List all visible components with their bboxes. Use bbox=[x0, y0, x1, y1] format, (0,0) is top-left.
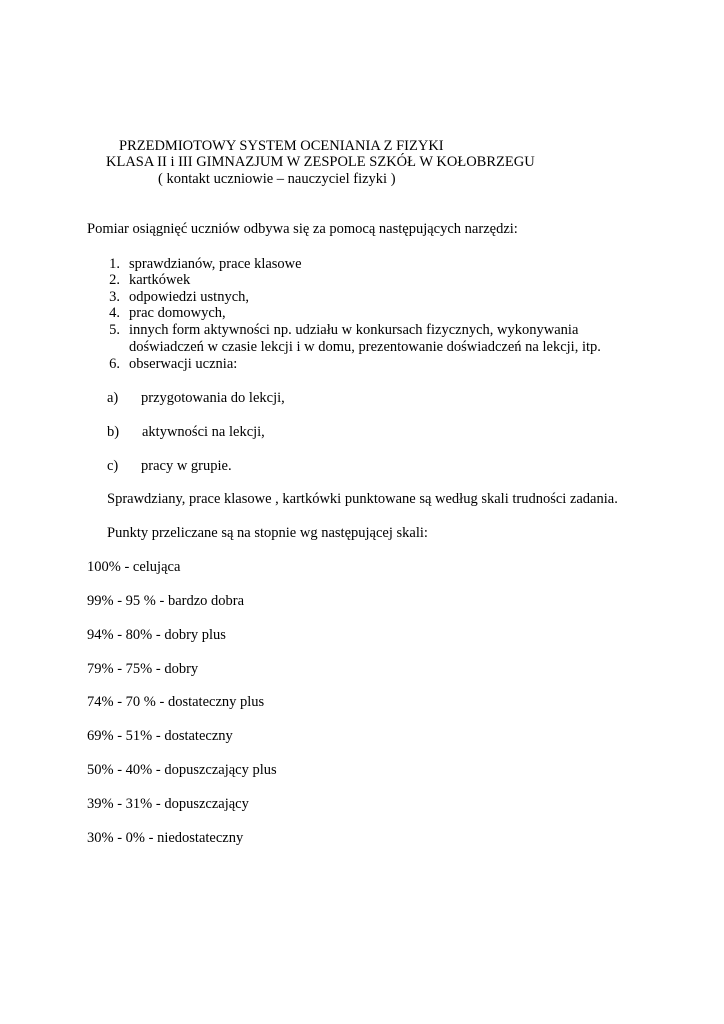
scoring-note: Sprawdziany, prace klasowe , kartkówki punktowane są według skali trudności zadania. bbox=[107, 491, 618, 507]
list-item-number: 4. bbox=[109, 305, 120, 321]
document-subtitle: KLASA II i III GIMNAZJUM W ZESPOLE SZKÓŁ W KOŁOBRZEGU bbox=[106, 154, 535, 170]
list-item-number: 5. bbox=[109, 322, 120, 338]
scale-intro: Punkty przeliczane są na stopnie wg następującej skali: bbox=[107, 525, 428, 541]
observation-letter: c) bbox=[107, 458, 119, 474]
list-item-number: 3. bbox=[109, 289, 120, 305]
list-item: prac domowych, bbox=[129, 305, 226, 321]
intro-text: Pomiar osiągnięć uczniów odbywa się za pomocą następujących narzędzi: bbox=[87, 221, 518, 237]
document-title: PRZEDMIOTOWY SYSTEM OCENIANIA Z FIZYKI bbox=[119, 138, 444, 154]
grade-row: 99% - 95 % - bardzo dobra bbox=[87, 593, 245, 609]
list-item: obserwacji ucznia: bbox=[129, 356, 238, 372]
list-item-number: 1. bbox=[109, 256, 120, 272]
grade-row: 50% - 40% - dopuszczający plus bbox=[87, 762, 277, 778]
grade-row: 69% - 51% - dostateczny bbox=[87, 728, 233, 744]
list-item: innych form aktywności np. udziału w konkursach fizycznych, wykonywania bbox=[129, 322, 579, 338]
observation-letter: a) bbox=[107, 390, 119, 406]
observation-item: przygotowania do lekcji, bbox=[141, 390, 285, 406]
observation-item: aktywności na lekcji, bbox=[142, 424, 265, 440]
observation-letter: b) bbox=[107, 424, 120, 440]
observation-item: pracy w grupie. bbox=[141, 458, 232, 474]
grade-row: 74% - 70 % - dostateczny plus bbox=[87, 694, 265, 710]
grade-row: 39% - 31% - dopuszczający bbox=[87, 796, 249, 812]
list-item-number: 2. bbox=[109, 272, 120, 288]
grade-row: 30% - 0% - niedostateczny bbox=[87, 830, 244, 846]
list-item: odpowiedzi ustnych, bbox=[129, 289, 250, 305]
list-item: kartkówek bbox=[129, 272, 191, 288]
document-contact: ( kontakt uczniowie – nauczyciel fizyki ) bbox=[158, 171, 396, 187]
list-item: sprawdzianów, prace klasowe bbox=[129, 256, 302, 272]
grade-row: 100% - celująca bbox=[87, 559, 181, 575]
list-item-continuation: doświadczeń w czasie lekcji i w domu, prezentowanie doświadczeń na lekcji, itp. bbox=[129, 339, 601, 355]
grade-row: 79% - 75% - dobry bbox=[87, 661, 199, 677]
grade-row: 94% - 80% - dobry plus bbox=[87, 627, 226, 643]
list-item-number: 6. bbox=[109, 356, 120, 372]
